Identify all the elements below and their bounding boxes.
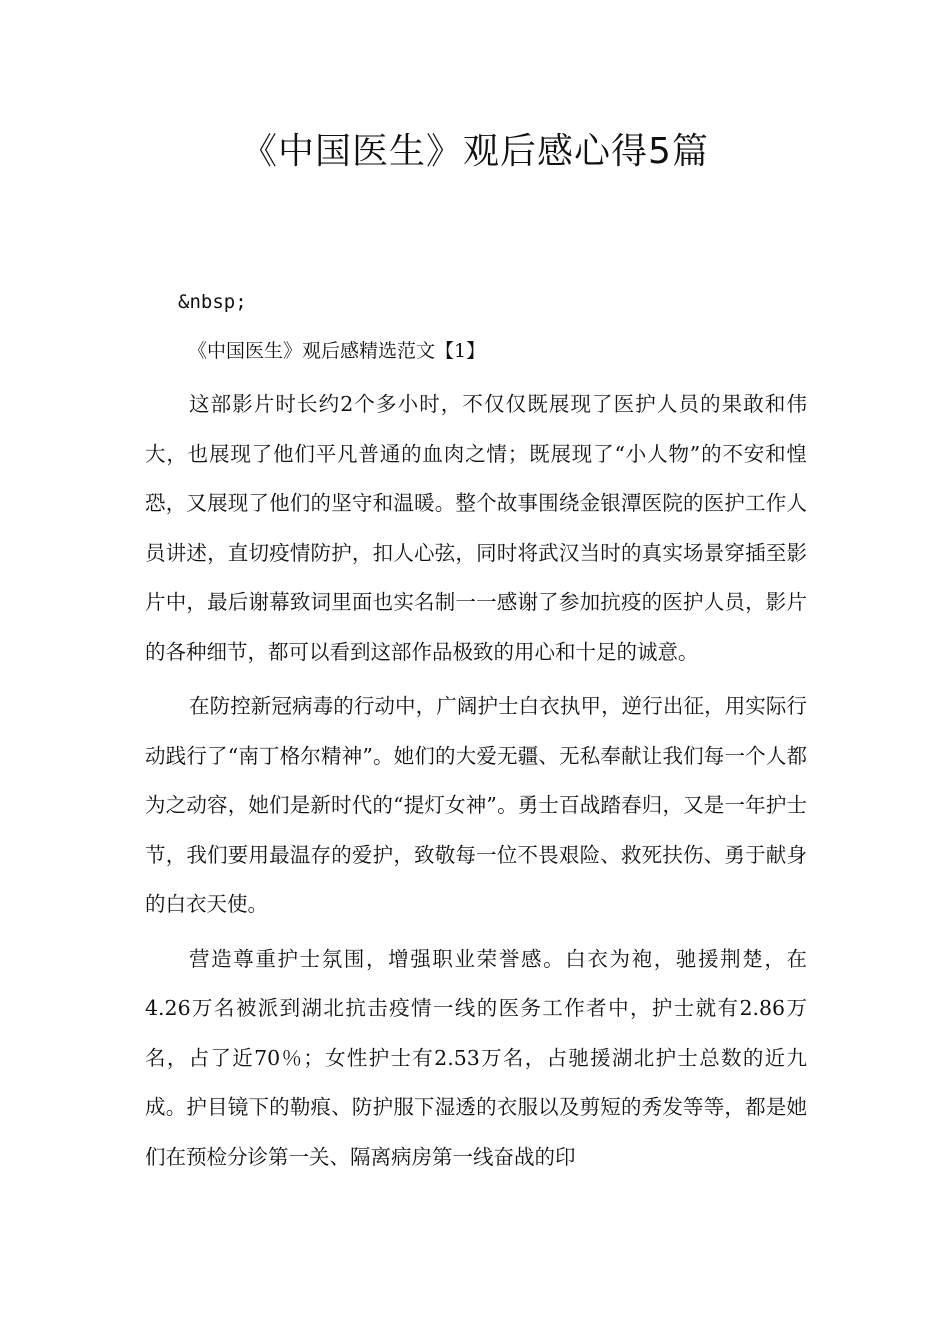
paragraph-3: 营造尊重护士氛围，增强职业荣誉感。白衣为袍，驰援荆楚，在4.26万名被派到湖北抗击疫情一线的医务工作者中，护士就有2.86万名，占了近70％；女性护士有2.53万名，占驰援湖北护士总数的近九成。护目镜下的勒痕、防护服下湿透的衣服以及剪短的秀发等等，都是她们在预检分诊第一关、隔离病房第一线奋战的印 bbox=[145, 946, 807, 1169]
nbsp-artifact-text: &nbsp; bbox=[178, 291, 247, 313]
document-title: 《中国医生》观后感心得5篇 bbox=[241, 131, 709, 172]
section-subtitle: 《中国医生》观后感精选范文【1】 bbox=[188, 340, 486, 362]
paragraph-1: 这部影片时长约2个多小时，不仅仅既展现了医护人员的果敢和伟大，也展现了他们平凡普通的血肉之情；既展现了“小人物”的不安和惶恐，又展现了他们的坚守和温暖。整个故事围绕金银潭医院的医护工作人员讲述，直切疫情防护，扣人心弦，同时将武汉当时的真实场景穿插至影片中，最后谢幕致词里面也实名制一一感谢了参加抗疫的医护人员，影片的各种细节，都可以看到这部作品极致的用心和十足的诚意。 bbox=[145, 392, 807, 664]
document-body bbox=[145, 380, 807, 1187]
paragraph-2: 在防控新冠病毒的行动中，广阔护士白衣执甲，逆行出征，用实际行动践行了“南丁格尔精神”。她们的大爱无疆、无私奉献让我们每一个人都为之动容，她们是新时代的“提灯女神”。勇士百战踏春归，又是一年护士节，我们要用最温存的爱护，致敬每一位不畏艰险、救死扶伤、勇于献身的白衣天使。 bbox=[145, 694, 807, 916]
